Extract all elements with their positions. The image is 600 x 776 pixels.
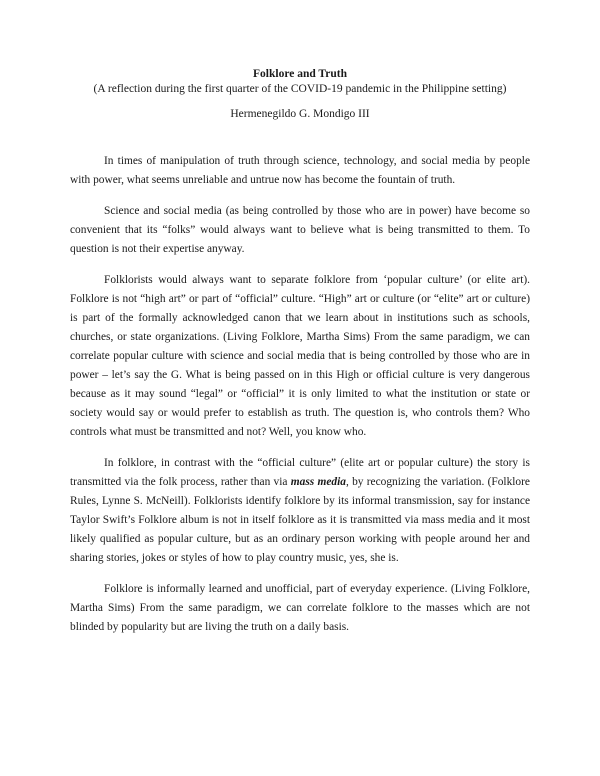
paragraph-3: Folklorists would always want to separate folklore from ‘popular culture’ (or elite art). Folklore is not “high art” or part of “official” culture. “High” art or culture (or “elite” art or culture) is part of the formally acknowledged canon that we learn about in institutions such as schools, churches, or state organizations. (Living Folklore, Martha Sims) From the same paradigm, we can correlate popular culture with science and social media that is being controlled by those who are in power – let’s say the G. What is being passed on in this High or official culture is very dangerous because as it may sound “legal” or “official” it is only limited to what the institution or state or society would say or would prefer to establish as truth. The question is, who controls them? Who controls what must be transmitted and not? Well, you know who. xyxy=(70,274,530,438)
paragraph-1: In times of manipulation of truth through science, technology, and social media by people with power, what seems unreliable and untrue now has become the fountain of truth. xyxy=(70,155,530,186)
document-body xyxy=(70,152,530,649)
paragraph-4-text-start: In folklore, in contrast with the “official culture” (elite art or popular culture) the story is transmitted via the folk process, rather than via xyxy=(70,457,530,488)
document-author: Hermenegildo G. Mondigo III xyxy=(230,108,370,120)
paragraph-5: Folklore is informally learned and unofficial, part of everyday experience. (Living Folklore, Martha Sims) From the same paradigm, we can correlate folklore to the masses which are not blinded by popularity but are living the truth on a daily basis. xyxy=(70,583,530,633)
mass-media-emphasis: mass media xyxy=(290,476,346,488)
document-subtitle: (A reflection during the first quarter of the COVID-19 pandemic in the Philippine setting) xyxy=(93,83,507,95)
paragraph-4 xyxy=(70,454,530,568)
document-title: Folklore and Truth xyxy=(253,68,347,80)
paragraph-2: Science and social media (as being controlled by those who are in power) have become so convenient that its “folks” would always want to believe what is being transmitted to them. To question is not their expertise anyway. xyxy=(70,205,530,255)
paragraph-4-text-end: , by recognizing the variation. (Folklore Rules, Lynne S. McNeill). Folklorists identify folklore by its informal transmission, say for instance Taylor Swift’s Folklore album is not in itself folklore as it is transmitted via mass media and it most likely qualified as popular culture, but as an ordinary person working with people around her and sharing stories, jokes or styles of how to play country music, yes, she is. xyxy=(70,476,530,564)
